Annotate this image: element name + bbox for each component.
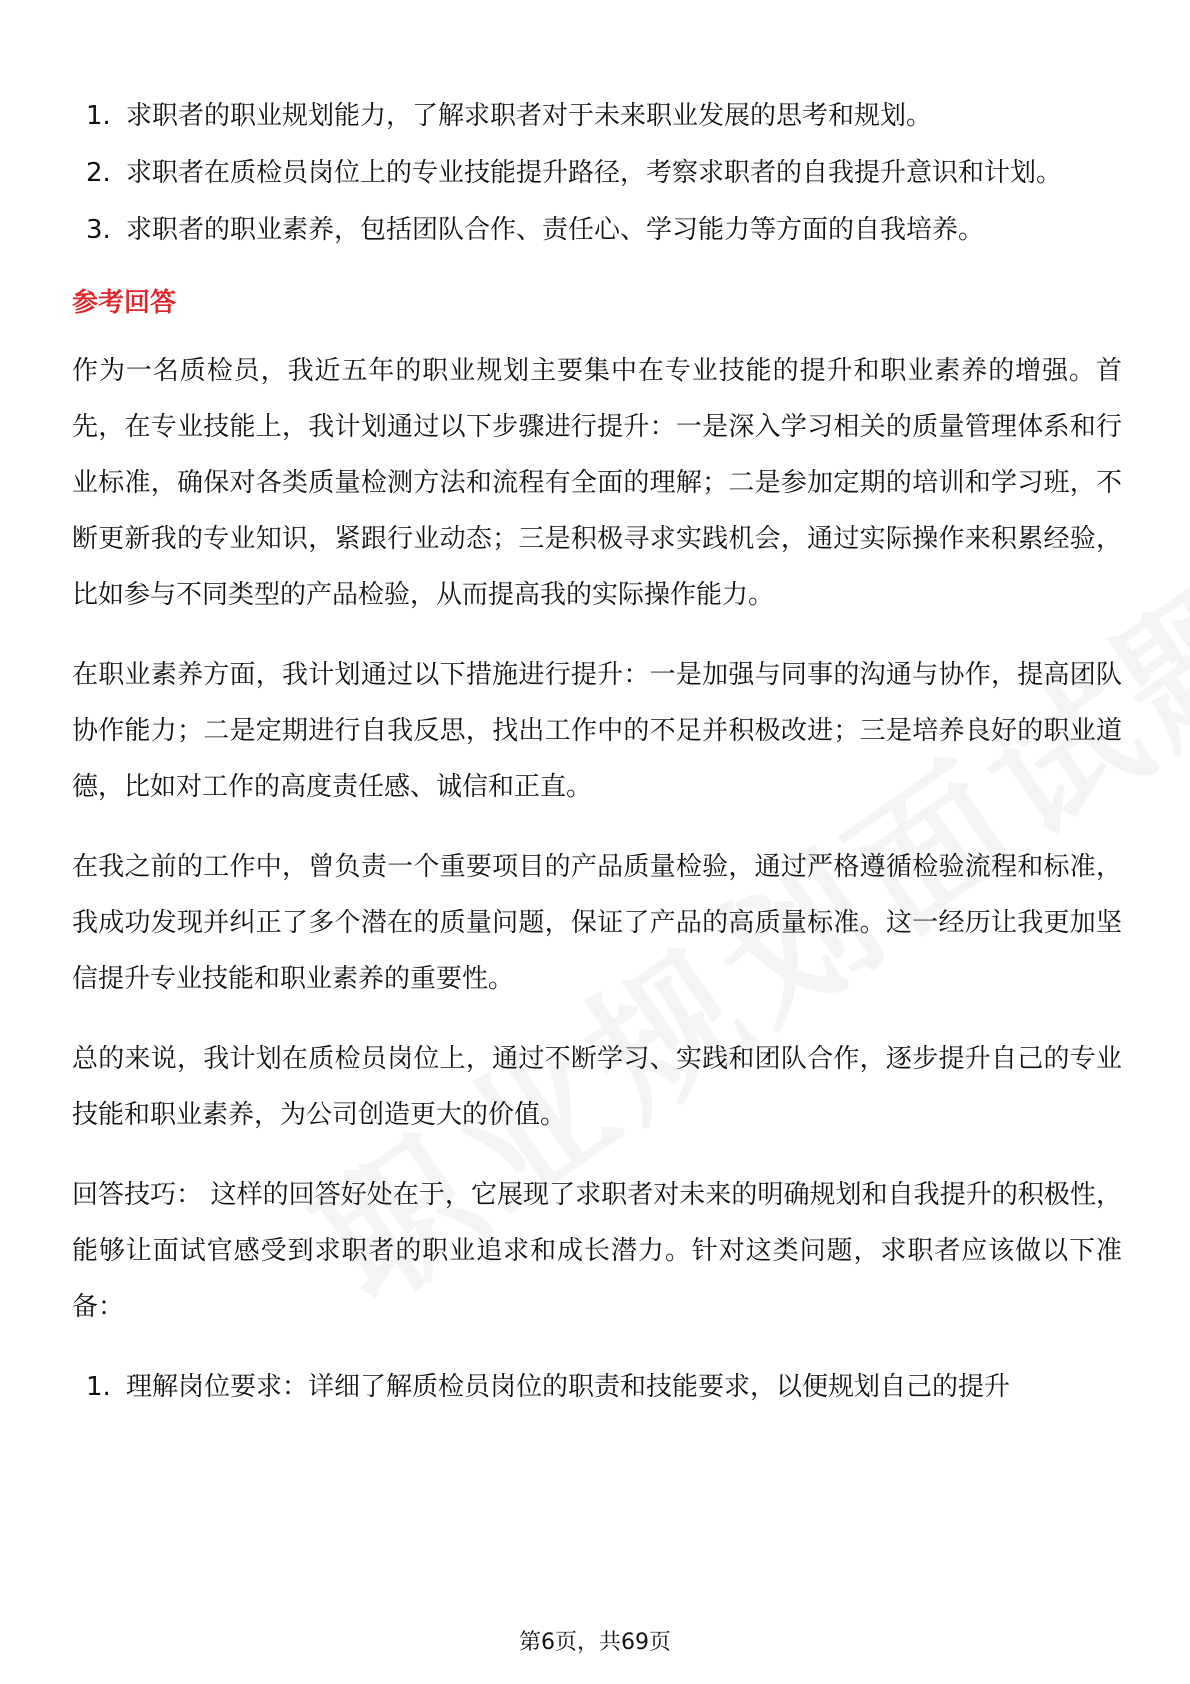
list-item: [72, 202, 1122, 259]
list-item-text: 求职者的职业规划能力，了解求职者对于未来职业发展的思考和规划。: [126, 101, 933, 131]
answer-paragraph: 在我之前的工作中，曾负责一个重要项目的产品质量检验，通过严格遵循检验流程和标准，我成功发现并纠正了多个潜在的质量问题，保证了产品的高质量标准。这一经历让我更加坚信提升专业技能和职业素养的重要性。: [72, 852, 1122, 994]
list-item: [72, 145, 1122, 202]
list-item-number: 1.: [86, 101, 111, 131]
list-item-text: 理解岗位要求：详细了解质检员岗位的职责和技能要求，以便规划自己的提升: [126, 1372, 1011, 1402]
answer-paragraph: 作为一名质检员，我近五年的职业规划主要集中在专业技能的提升和职业素养的增强。首先，在专业技能上，我计划通过以下步骤进行提升：一是深入学习相关的质量管理体系和行业标准，确保对各类质量检测方法和流程有全面的理解；二是参加定期的培训和学习班，不断更新我的专业知识，紧跟行业动态；三是积极寻求实践机会，通过实际操作来积累经验，比如参与不同类型的产品检验，从而提高我的实际操作能力。: [72, 356, 1122, 610]
page-content: [72, 88, 1122, 1416]
list-item: [72, 88, 1122, 145]
list-item-text: 求职者在质检员岗位上的专业技能提升路径，考察求职者的自我提升意识和计划。: [126, 158, 1063, 188]
answer-tips-paragraph: 回答技巧： 这样的回答好处在于，它展现了求职者对未来的明确规划和自我提升的积极性，能够让面试官感受到求职者的职业追求和成长潜力。针对这类问题，求职者应该做以下准备：: [72, 1180, 1122, 1322]
list-item-number: 3.: [86, 215, 111, 245]
page-footer: 第6页，共69页: [519, 1630, 671, 1655]
answer-paragraph: 总的来说，我计划在质检员岗位上，通过不断学习、实践和团队合作，逐步提升自己的专业技能和职业素养，为公司创造更大的价值。: [72, 1044, 1122, 1130]
list-item-number: 2.: [86, 158, 111, 188]
preparation-list: [72, 1359, 1122, 1416]
list-item: [72, 1359, 1122, 1416]
list-item-number: 1.: [86, 1372, 111, 1402]
answer-paragraph: 在职业素养方面，我计划通过以下措施进行提升：一是加强与同事的沟通与协作，提高团队协作能力；二是定期进行自我反思，找出工作中的不足并积极改进；三是培养良好的职业道德，比如对工作的高度责任感、诚信和正直。: [72, 660, 1122, 802]
question-focus-list: [72, 88, 1122, 259]
list-item-text: 求职者的职业素养，包括团队合作、责任心、学习能力等方面的自我培养。: [126, 215, 985, 245]
section-heading: 参考回答: [72, 288, 177, 318]
